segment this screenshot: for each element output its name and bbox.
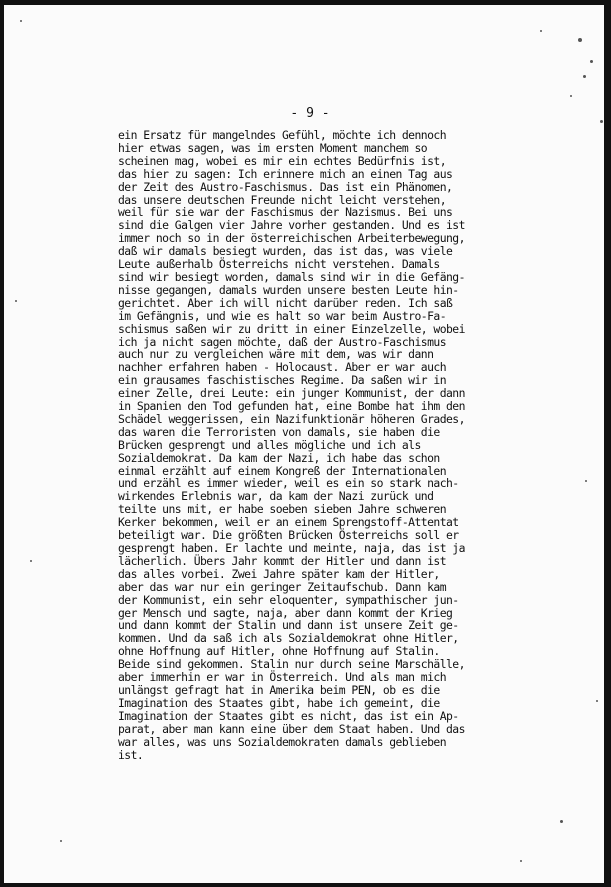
text-line: sind wir besiegt worden, damals sind wir in die Gefäng- <box>118 269 465 284</box>
text-line: auch nur zu vergleichen wäre mit dem, was wir dann <box>118 347 434 362</box>
text-line: einmal erzählt auf einem Kongreß der Internationalen <box>118 463 447 478</box>
text-line: und erzähl es immer wieder, weil es ein so stark nach- <box>118 476 459 491</box>
text-line: kommen. Und da saß ich als Sozialdemokrat ohne Hitler, <box>118 631 459 646</box>
text-line: aber immerhin er war in Österreich. Und als man mich <box>118 670 447 685</box>
text-line: nisse gegangen, damals wurden unsere besten Leute hin- <box>118 282 459 297</box>
text-line: Imagination der Staates gibt es nicht, das ist ein Ap- <box>118 708 459 723</box>
speckle <box>578 38 582 42</box>
text-line: ein Ersatz für mangelndes Gefühl, möchte ich dennoch <box>118 128 447 142</box>
body-text <box>118 129 518 761</box>
text-line: aber das war nur ein geringer Zeitaufschub. Dann kam <box>118 579 447 594</box>
text-line: ich ja nicht sagen möchte, daß der Austro-Faschismus <box>118 334 447 349</box>
speckle <box>596 700 598 702</box>
text-line: ohne Hoffnung auf Hitler, ohne Hoffnung auf Stalin. <box>118 644 440 659</box>
speckle <box>30 560 32 562</box>
text-line: hier etwas sagen, was im ersten Moment manchem so <box>118 140 428 155</box>
text-line: einer Zelle, drei Leute: ein junger Kommunist, der dann <box>118 386 465 401</box>
text-line: gerichtet. Aber ich will nicht darüber reden. Ich saß <box>118 295 453 310</box>
text-line: nachher erfahren haben - Holocaust. Aber er war auch <box>118 360 447 375</box>
page-number: - 9 - <box>290 106 330 121</box>
text-line: das hier zu sagen: Ich erinnere mich an einen Tag aus <box>118 166 453 181</box>
text-line: teilte uns mit, er habe soeben sieben Jahre schweren <box>118 502 447 517</box>
speckle <box>600 120 603 123</box>
speckle <box>570 95 572 97</box>
text-line: wirkendes Erlebnis war, da kam der Nazi zurück und <box>118 489 434 504</box>
text-line: sind die Galgen vier Jahre vorher gestanden. Und es ist <box>118 218 465 233</box>
text-line: daß wir damals besiegt wurden, das ist das, was viele <box>118 244 453 259</box>
text-line: der Zeit des Austro-Faschismus. Das ist ein Phänomen, <box>118 179 453 194</box>
scan-border-right <box>604 0 611 887</box>
text-line: der Kommunist, ein sehr eloquenter, sympathischer jun- <box>118 592 459 607</box>
text-line: weil für sie war der Faschismus der Nazismus. Bei uns <box>118 205 453 220</box>
text-line: Imagination des Staates gibt, habe ich gemeint, die <box>118 695 440 710</box>
text-line: beteiligt war. Die größten Brücken Österreichs soll er <box>118 528 459 543</box>
text-line: und dann kommt der Stalin und dann ist unsere Zeit ge- <box>118 618 459 633</box>
text-line: das waren die Terroristen von damals, sie haben die <box>118 424 440 439</box>
text-line: Brücken gesprengt und alles mögliche und ich als <box>118 437 421 452</box>
text-line: ein grausames faschistisches Regime. Da saßen wir in <box>118 373 447 388</box>
text-line: das unsere deutschen Freunde nicht leicht verstehen, <box>118 192 447 207</box>
text-line: scheinen mag, wobei es mir ein echtes Bedürfnis ist, <box>118 153 447 168</box>
scan-border-top <box>0 0 611 5</box>
text-line: war alles, was uns Sozialdemokraten damals geblieben <box>118 734 447 749</box>
speckle <box>590 60 593 63</box>
text-line: im Gefängnis, und wie es halt so war beim Austro-Fa- <box>118 308 447 323</box>
scan-border-left <box>0 0 4 887</box>
speckle <box>15 300 17 302</box>
text-line: Schädel weggerissen, ein Nazifunktionär höheren Grades, <box>118 411 465 426</box>
speckle <box>520 860 522 862</box>
speckle <box>20 20 22 22</box>
text-line: unlängst gefragt hat in Amerika beim PEN, ob es die <box>118 682 440 697</box>
text-line: in Spanien den Tod gefunden hat, eine Bombe hat ihm den <box>118 399 465 414</box>
text-line: ger Mensch und sagte, naja, aber dann kommt der Krieg <box>118 605 453 620</box>
text-line: Kerker bekommen, weil er an einem Sprengstoff-Attentat <box>118 515 459 530</box>
scan-border-bottom <box>0 883 611 887</box>
speckle <box>60 840 62 842</box>
text-line: schismus saßen wir zu dritt in einer Einzelzelle, wobei <box>118 321 465 336</box>
text-line: immer noch so in der österreichischen Arbeiterbewegung, <box>118 231 465 246</box>
text-line: gesprengt haben. Er lachte und meinte, naja, das ist ja <box>118 541 465 555</box>
speckle <box>585 480 587 482</box>
text-line: ist. <box>118 747 144 762</box>
text-line: Leute außerhalb Österreichs nicht verstehen. Damals <box>118 257 440 272</box>
speckle <box>540 30 542 32</box>
speckle <box>583 75 586 78</box>
text-line: parat, aber man kann eine über dem Staat haben. Und das <box>118 721 465 736</box>
text-line: Beide sind gekommen. Stalin nur durch seine Marschälle, <box>118 657 465 672</box>
text-line: Sozialdemokrat. Da kam der Nazi, ich habe das schon <box>118 450 440 465</box>
text-line: lächerlich. Übers Jahr kommt der Hitler und dann ist <box>118 553 447 568</box>
text-line: das alles vorbei. Zwei Jahre später kam der Hitler, <box>118 566 440 581</box>
speckle <box>560 820 563 823</box>
